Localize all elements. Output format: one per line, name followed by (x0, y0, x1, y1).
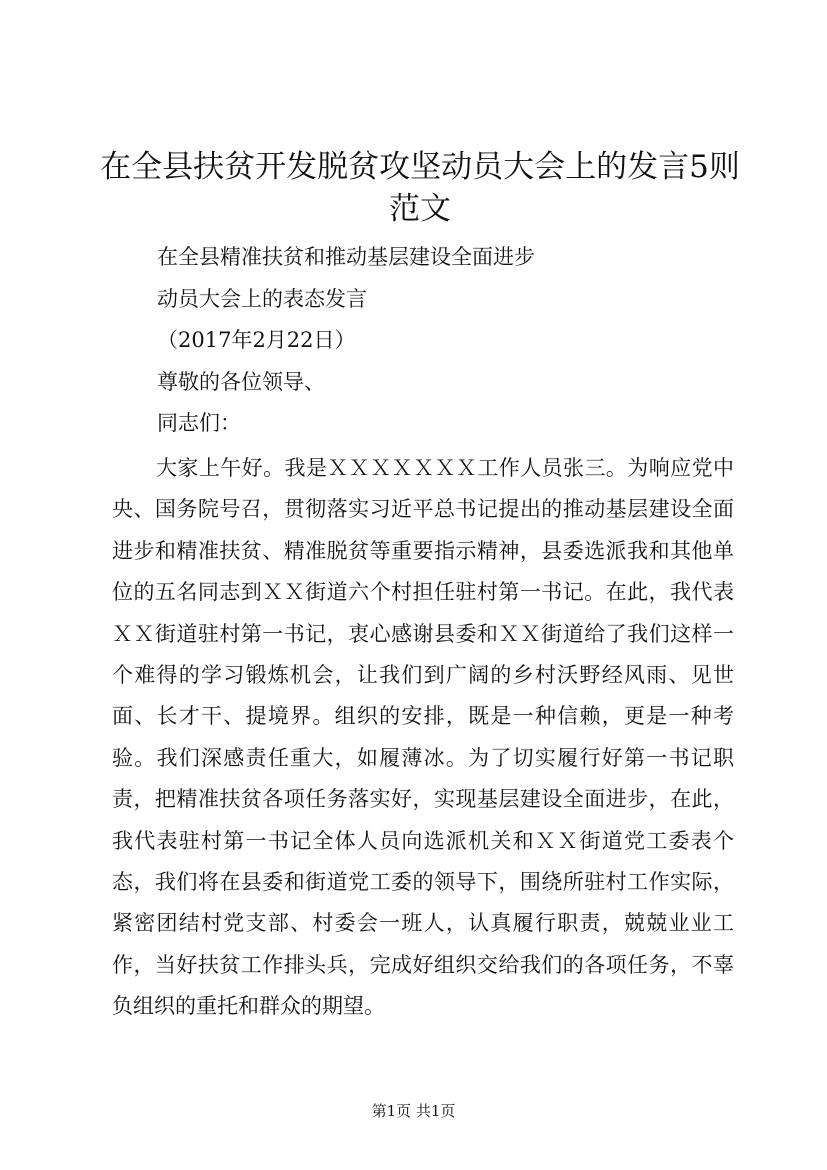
salutation-line-1: 尊敬的各位领导、 (157, 370, 325, 394)
body-paragraph: 大家上午好。我是ＸＸＸＸＸＸＸ工作人员张三。为响应党中央、国务院号召，贯彻落实习近平总书记提出的推动基层建设全面进步和精准扶贫、精准脱贫等重要指示精神，县委选派我和其他单位的五名同志到ＸＸ街道六个村担任驻村第一书记。在此，我代表ＸＸ街道驻村第一书记，衷心感谢县委和ＸＸ街道给了我们这样一个难得的学习锻炼机会，让我们到广阔的乡村沃野经风雨、见世面、长才干、提境界。组织的安排，既是一种信赖，更是一种考验。我们深感责任重大，如履薄冰。为了切实履行好第一书记职责，把精准扶贫各项任务落实好，实现基层建设全面进步，在此，我代表驻村第一书记全体人员向选派机关和ＸＸ街道党工委表个态，我们将在县委和街道党工委的领导下，围绕所驻村工作实际，紧密团结村党支部、村委会一班人，认真履行职责，兢兢业业工作，当好扶贫工作排头兵，完成好组织交给我们的各项任务，不辜负组织的重托和群众的期望。 (112, 456, 734, 1019)
salutation-line-2: 同志们： (157, 411, 241, 435)
subtitle-line-2: 动员大会上的表态发言 (157, 287, 367, 311)
document-title: 在全县扶贫开发脱贫攻坚动员大会上的发言5则范文 (100, 149, 740, 227)
subtitle-line-1: 在全县精准扶贫和推动基层建设全面进步 (157, 245, 535, 269)
page-footer: 第1页 共1页 (371, 1102, 456, 1120)
speech-date: （2017年2月22日） (157, 328, 356, 352)
